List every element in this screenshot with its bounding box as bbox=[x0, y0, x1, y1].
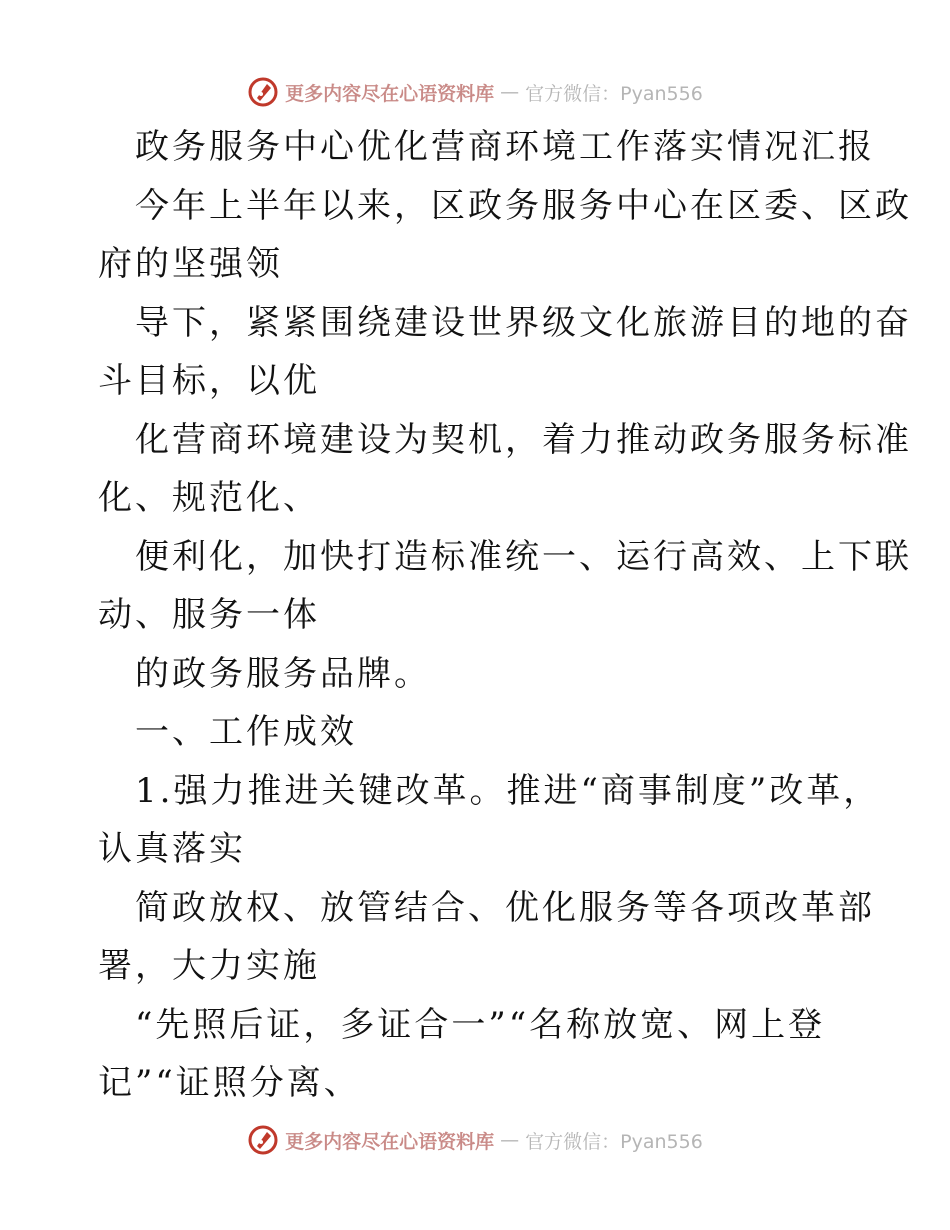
text-line: “先照后证，多证合一”“名称放宽、网上登 bbox=[135, 1004, 826, 1045]
text-line: 斗目标，以优 bbox=[98, 361, 320, 401]
text-line: 记”“证照分离、 bbox=[98, 1063, 361, 1103]
banner-dash: — bbox=[500, 81, 520, 103]
text-line: 化、规范化、 bbox=[98, 478, 320, 518]
footer-banner bbox=[0, 1120, 950, 1160]
banner-dash: — bbox=[500, 1129, 520, 1151]
text-line: 今年上半年以来，区政务服务中心在区委、区政 bbox=[135, 185, 912, 226]
pen-nib-logo-icon bbox=[247, 76, 279, 108]
text-line: 认真落实 bbox=[98, 829, 246, 869]
banner-main-text: 更多内容尽在心语资料库 bbox=[285, 82, 495, 105]
text-line: 1.强力推进关键改革。推进“商事制度”改革， bbox=[135, 770, 881, 811]
text-line: 便利化，加快打造标准统一、运行高效、上下联 bbox=[135, 536, 912, 577]
text-line: 化营商环境建设为契机，着力推动政务服务标准 bbox=[135, 419, 912, 460]
pen-nib-logo-icon bbox=[247, 1124, 279, 1156]
text-line: 府的坚强领 bbox=[98, 244, 283, 284]
banner-wechat-text: 官方微信：Pyan556 bbox=[525, 1130, 703, 1153]
text-line: 导下，紧紧围绕建设世界级文化旅游目的地的奋 bbox=[135, 302, 912, 343]
text-line: 一、工作成效 bbox=[135, 712, 357, 752]
document-body bbox=[98, 118, 912, 1113]
text-line: 动、服务一体 bbox=[98, 595, 320, 635]
header-banner bbox=[0, 72, 950, 112]
text-line: 简政放权、放管结合、优化服务等各项改革部 bbox=[135, 887, 875, 928]
text-line: 政务服务中心优化营商环境工作落实情况汇报 bbox=[135, 127, 875, 167]
text-line: 的政务服务品牌。 bbox=[135, 653, 431, 694]
text-line: 署，大力实施 bbox=[98, 946, 320, 986]
banner-wechat-text: 官方微信：Pyan556 bbox=[525, 82, 703, 105]
banner-main-text: 更多内容尽在心语资料库 bbox=[285, 1130, 495, 1153]
